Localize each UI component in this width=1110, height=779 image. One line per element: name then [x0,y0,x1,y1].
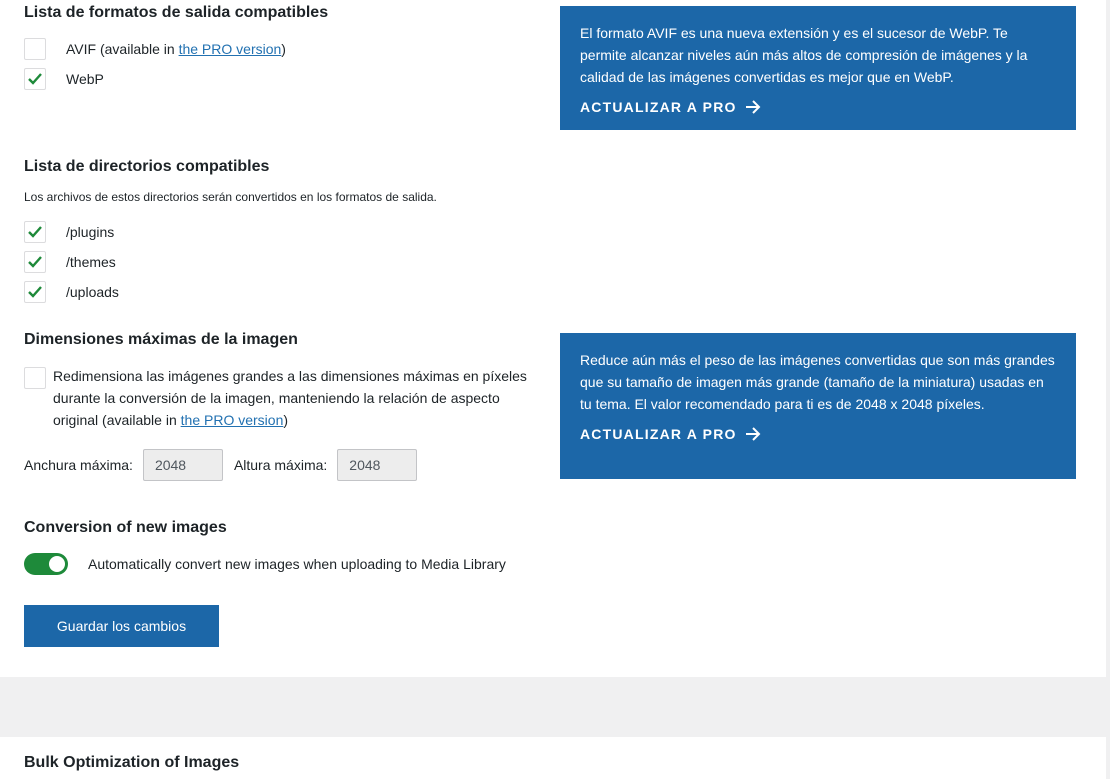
themes-checkbox[interactable] [24,251,46,273]
check-icon [28,73,42,85]
avif-option [24,38,286,60]
check-icon [28,286,42,298]
plugins-checkbox[interactable] [24,221,46,243]
promo-avif-upgrade-link[interactable]: ACTUALIZAR A PRO [580,96,1056,118]
save-button[interactable]: Guardar los cambios [24,605,219,647]
conversion-title: Conversion of new images [24,519,227,536]
uploads-checkbox[interactable] [24,281,46,303]
dir-option-plugins [24,221,114,243]
toggle-knob [49,556,65,572]
resize-label: Redimensiona las imágenes grandes a las dimensiones máximas en píxeles durante la conversión de la imagen, manteniendo la relación de aspecto original (available in the PRO version) [53,368,527,428]
auto-convert-toggle[interactable] [24,553,68,575]
dir-option-themes [24,251,116,273]
directories-description: Los archivos de estos directorios serán convertidos en los formatos de salida. [24,190,437,204]
height-label: Altura máxima: [233,457,328,473]
check-icon [28,226,42,238]
page-edge [1106,0,1110,779]
avif-label: AVIF (available in the PRO version) [66,41,286,57]
themes-label: /themes [66,254,116,270]
promo-dimensions-text: Reduce aún más el peso de las imágenes convertidas que son más grandes que su tamaño de imagen más grande (tamaño de la miniatura) usadas en tu tema. El valor recomendado para ti es de 2048 x 2048 píxeles. [580,352,1055,412]
max-dimensions-title: Dimensiones máximas de la imagen [24,331,298,348]
uploads-label: /uploads [66,284,119,300]
directories-title: Lista de directorios compatibles [24,158,270,175]
auto-convert-label: Automatically convert new images when uploading to Media Library [88,556,506,572]
plugins-label: /plugins [66,224,115,240]
avif-pro-link[interactable]: the PRO version [178,41,282,57]
dir-option-uploads [24,281,119,303]
arrow-right-icon [745,100,761,114]
webp-option [24,68,104,90]
resize-option [24,365,544,431]
resize-checkbox[interactable] [24,367,46,389]
promo-dimensions-box [560,333,1076,479]
width-label: Anchura máxima: [24,457,133,473]
promo-avif-text: El formato AVIF es una nueva extensión y es el sucesor de WebP. Te permite alcanzar niveles aún más altos de compresión de imágenes y la calidad de las imágenes convertidas es mejor que en WebP. [580,25,1028,85]
dimensions-fields [24,449,417,481]
webp-checkbox[interactable] [24,68,46,90]
webp-label: WebP [66,71,104,87]
check-icon [28,256,42,268]
avif-checkbox[interactable] [24,38,46,60]
promo-avif-box [560,6,1076,130]
max-height-input[interactable] [337,449,417,481]
resize-pro-link[interactable]: the PRO version [180,412,284,428]
promo-dimensions-upgrade-link[interactable]: ACTUALIZAR A PRO [580,423,1056,445]
bulk-title: Bulk Optimization of Images [24,754,240,771]
output-formats-title: Lista de formatos de salida compatibles [24,4,329,21]
max-width-input[interactable] [143,449,223,481]
auto-convert-option [24,553,506,575]
arrow-right-icon [745,427,761,441]
